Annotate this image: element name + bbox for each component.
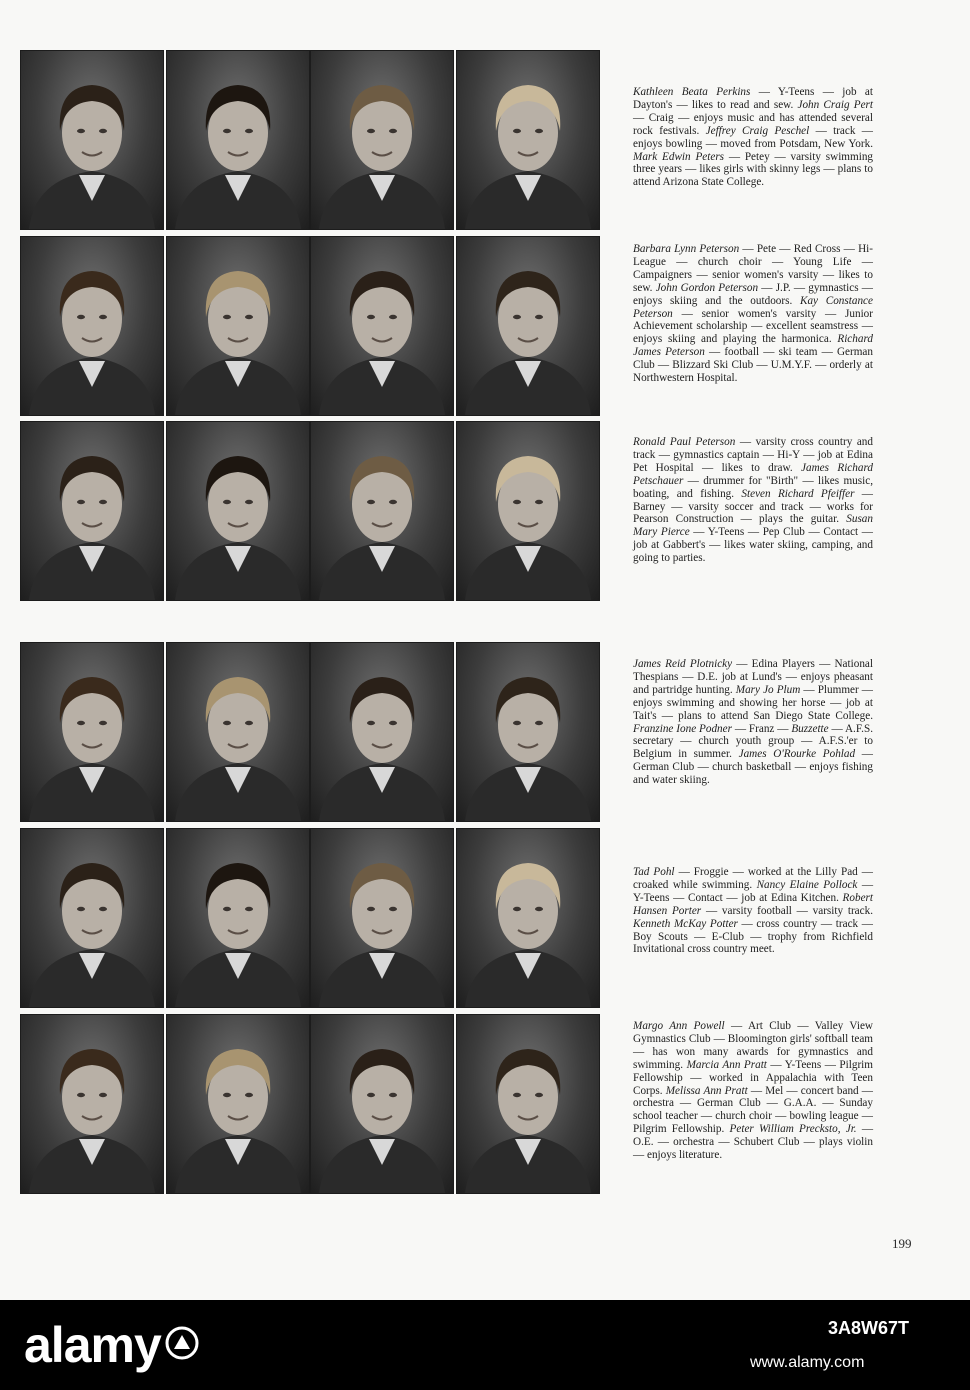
student-portrait [310,642,454,822]
student-name: Jeffrey Craig Peschel [705,124,810,137]
student-portrait [20,642,164,822]
student-portrait [456,236,600,416]
student-name: Richard James Peterson [633,333,873,359]
bio-paragraph [633,86,873,189]
student-name: Melissa Ann Pratt [665,1084,748,1097]
student-activities: — Franz — [731,722,792,735]
bio-paragraph [633,866,873,956]
student-name: Mark Edwin Peters [633,150,725,163]
student-activities: — track — enjoys bowling — moved from Potsdam, New York. [633,124,873,150]
student-portrait [456,1014,600,1194]
student-name: Steven Richard Pfeiffer [741,487,855,500]
student-name: Susan Mary Pierce [633,513,873,539]
student-portrait [20,421,164,601]
student-activities: — varsity cross country and track — gymnastics captain — Hi-Y — job at Edina Pet Hospital — likes to draw. [633,436,873,474]
student-activities: — Mel — concert band — orchestra — German Club — G.A.A. — Sunday school teacher — church choir — bowling league — Pilgrim Fellowship. [633,1084,873,1136]
student-name: Margo Ann Powell [633,1020,725,1032]
student-portrait [20,236,164,416]
bio-paragraph [633,243,873,385]
bio-paragraph [633,1020,873,1162]
student-activities: — Y-Teens — Pep Club — Contact — job at Gabbert's — likes water skiing, camping, and going to parties. [633,526,873,565]
student-activities: — senior women's varsity — Junior Achievement scholarship — excellent seamstress — enjoys skiing and playing the harmonica. [633,307,873,346]
student-portrait [166,642,310,822]
student-name: Mary Jo Plum [735,683,801,696]
student-activities: — Barney — varsity soccer and track — works for Pearson Construction — plays the guitar. [633,487,873,526]
brand-mark-icon [165,1326,199,1360]
student-activities: — Y-Teens — job at Dayton's — likes to read and sew. [633,86,873,111]
image-id: 3A8W67T [828,1318,910,1338]
student-portrait [166,828,310,1008]
student-portrait [310,421,454,601]
student-activities: — football — ski team — German Club — Blizzard Ski Club — U.M.Y.F. — orderly at Northwestern Hospital. [633,346,873,385]
student-name: Peter William Preckstо, Jr. [729,1123,857,1136]
student-name: Kay Constance Peterson [633,294,873,320]
student-portrait [20,50,164,230]
student-portrait [456,50,600,230]
student-activities: — Art Club — Valley View Gymnastics Club — Bloomington girls' softball team — has won many awards for gymnastics and swimming. [633,1020,873,1071]
student-activities: — drummer for "Birth" — likes music, boating, and fishing. [633,474,873,500]
student-portrait [310,828,454,1008]
student-name: Ronald Paul Peterson [633,436,736,448]
student-portrait [310,50,454,230]
student-portrait [166,1014,310,1194]
bio-paragraph [633,436,873,565]
brand-name: alamy [24,1317,161,1373]
student-activities: — varsity football — varsity track. [701,904,874,917]
student-portrait [20,1014,164,1194]
site-url: www.alamy.com [750,1354,865,1371]
brand-logo [24,1316,199,1374]
student-activities: — Pete — Red Cross — Hi-League — church choir — Young Life — Campaigners — senior women's varsity — likes to sew. [633,243,874,294]
student-name: Nancy Elaine Pollock [756,878,858,891]
bio-paragraph [633,658,873,787]
student-activities: — Y-Teens — Contact — job at Edina Kitchen. [633,878,874,904]
student-name: Marcia Ann Pratt [686,1058,767,1071]
student-name: Buzzette [791,722,829,735]
student-portrait [166,50,310,230]
student-portrait [456,828,600,1008]
student-name: John Gordon Peterson [655,281,759,294]
student-name: Franzine Ione Podner [633,722,732,735]
student-portrait [310,236,454,416]
student-activities: — O.E. — orchestra — Schubert Club — plays violin — enjoys literature. [633,1123,874,1162]
student-activities: — Edina Players — National Thespians — D.E. job at Lund's — enjoys pheasant and partridge hunting. [633,658,873,696]
stock-banner [0,1300,970,1390]
student-activities: — Petey — varsity swimming three years — likes girls with skinny legs — plans to attend Arizona State College. [633,150,874,189]
student-name: James Richard Petschauer [633,461,873,487]
student-activities: — Craig — enjoys music and has attended several rock festivals. [633,111,873,137]
page-number: 199 [892,1236,912,1251]
student-activities: — A.F.S. secretary — church youth group — A.F.S.'er to Belgium in summer. [633,722,873,761]
student-activities: — Plummer — enjoys swimming and showing her horse — job at Tait's — plans to attend San Diego State College. [633,683,873,722]
student-name: Kathleen Beata Perkins [633,86,751,98]
student-activities: — cross country — track — Boy Scouts — E-Club — trophy from Richfield Invitational cross country meet. [633,917,873,956]
student-name: John Craig Pert [797,98,873,111]
student-name: Robert Hansen Porter [633,891,873,917]
student-portrait [166,236,310,416]
student-activities: — Y-Teens — Pilgrim Fellowship — worked in Appalachia with Teen Corps. [633,1058,873,1097]
student-name: Tad Pohl [633,866,675,878]
student-name: James Reid Plotnicky [633,658,733,670]
student-activities: — J.P. — gymnastics — enjoys skiing and the outdoors. [633,281,873,307]
student-activities: — Froggie — worked at the Lilly Pad — croaked while swimming. [633,866,873,891]
student-portrait [456,642,600,822]
student-portrait [310,1014,454,1194]
student-portrait [456,421,600,601]
student-name: Barbara Lynn Peterson [633,243,740,255]
student-portrait [166,421,310,601]
student-portrait [20,828,164,1008]
student-name: Kenneth McKay Potter [633,917,738,930]
student-name: James O'Rourke Pohlad [738,748,856,761]
student-activities: — German Club — church basketball — enjoys fishing and water skiing. [633,748,873,787]
